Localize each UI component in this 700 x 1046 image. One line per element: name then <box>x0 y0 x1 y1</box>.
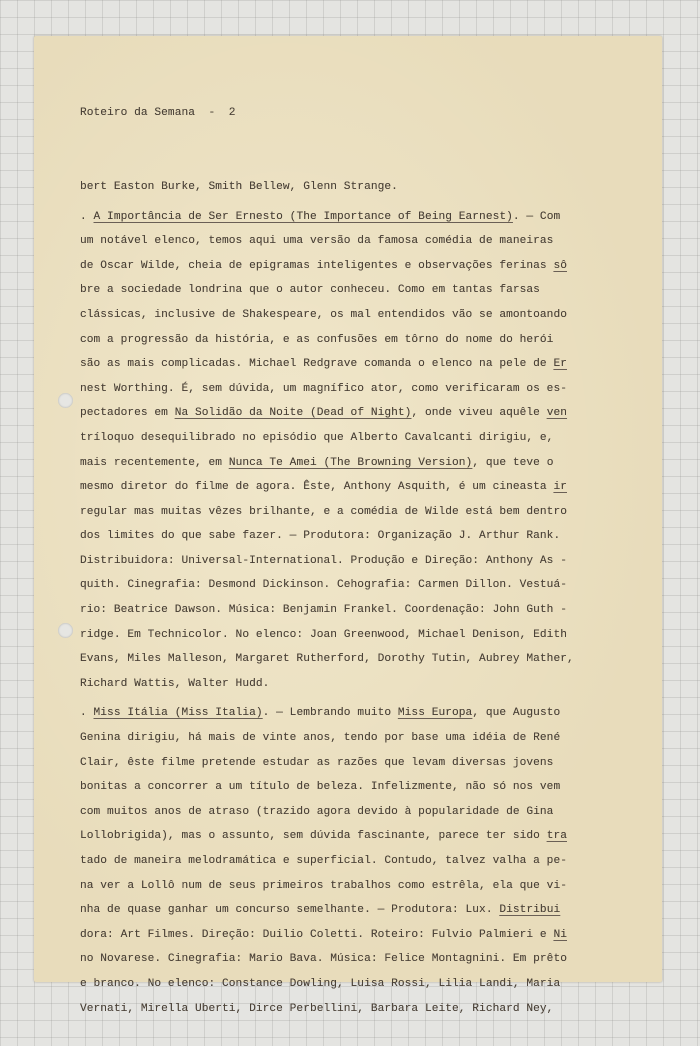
underlined-text: Miss Itália (Miss Italia) <box>93 707 263 720</box>
text-segment: . <box>80 707 94 720</box>
text-line <box>80 623 640 648</box>
text-segment: . <box>80 210 94 223</box>
text-line <box>80 500 640 525</box>
text-segment: Evans, Miles Malleson, Margaret Rutherford, Dorothy Tutin, Aubrey Mather, <box>80 653 574 666</box>
text-segment: na ver a Lollô num de seus primeiros trabalhos como estrêla, ela que vi- <box>80 879 567 892</box>
text-line <box>80 549 640 574</box>
text-segment: Clair, êste filme pretende estudar as razões que levam diversas jovens <box>80 756 554 769</box>
text-line <box>80 175 640 200</box>
text-segment: são as mais complicadas. Michael Redgrave comanda o elenco na pele de <box>80 358 554 371</box>
text-segment: com muitos anos de atraso (trazido agora devido à popularidade de Gina <box>80 805 554 818</box>
punch-hole-top <box>58 393 73 408</box>
text-line <box>80 303 640 328</box>
text-line <box>80 524 640 549</box>
underlined-text: Er <box>553 358 567 371</box>
text-segment: de Oscar Wilde, cheia de epigramas inteligentes e observações ferinas <box>80 259 554 272</box>
text-segment: Lollobrigida), mas o assunto, sem dúvida fascinante, parece ter sido <box>80 830 547 843</box>
text-segment: , onde viveu aquêle <box>411 407 547 420</box>
text-segment: . — Com <box>512 210 561 223</box>
text-line <box>80 278 640 303</box>
text-segment: nha de quase ganhar um concurso semelhante. — Produtora: Lux. <box>80 904 500 917</box>
underlined-text: Ni <box>553 928 567 941</box>
underlined-text: ven <box>546 407 568 420</box>
text-segment: quith. Cinegrafia: Desmond Dickinson. Cehografia: Carmen Dillon. Vestuá- <box>80 579 567 592</box>
text-line <box>80 401 640 426</box>
underlined-text: Nunca Te Amei (The Browning Version) <box>228 456 473 469</box>
underlined-text: A Importância de Ser Ernesto (The Importance of Being Earnest) <box>93 210 513 223</box>
text-line <box>80 328 640 353</box>
text-line <box>80 800 640 825</box>
text-segment: tado de maneira melodramática e superficial. Contudo, talvez valha a pe- <box>80 855 567 867</box>
text-line <box>80 598 640 623</box>
text-segment: clássicas, inclusive de Shakespeare, os mal entendidos vão se amontoando <box>80 308 567 321</box>
text-line <box>80 972 640 997</box>
typewritten-text <box>80 52 640 1046</box>
text-line <box>80 701 640 726</box>
text-line <box>80 254 640 279</box>
text-line <box>80 475 640 500</box>
text-line <box>80 451 640 476</box>
text-segment: tríloquo desequilibrado no episódio que Alberto Cavalcanti dirigiu, e, <box>80 431 554 444</box>
text-segment: e branco. No elenco: Constance Dowling, Luisa Rossi, Lilia Landi, Maria <box>80 977 561 990</box>
text-line <box>80 898 640 923</box>
text-line <box>80 377 640 402</box>
text-segment: bonitas a concorrer a um título de beleza. Infelizmente, não só nos vem <box>80 781 561 794</box>
text-line <box>80 824 640 849</box>
text-segment: mais recentemente, em <box>80 456 229 469</box>
text-line <box>80 874 640 899</box>
text-segment: rio: Beatrice Dawson. Música: Benjamin Frankel. Coordenação: John Guth - <box>80 604 567 617</box>
text-line <box>80 726 640 751</box>
text-segment: Richard Wattis, Walter Hudd. <box>80 677 270 690</box>
text-segment: nest Worthing. É, sem dúvida, um magnífico ator, como verificaram os es- <box>80 382 567 395</box>
text-line <box>80 923 640 948</box>
underlined-text: Distribui <box>499 904 561 917</box>
text-segment: ridge. Em Technicolor. No elenco: Joan Greenwood, Michael Denison, Edith <box>80 628 567 641</box>
text-segment: no Novarese. Cinegrafia: Mario Bava. Música: Felice Montagnini. Em prêto <box>80 953 567 966</box>
text-line <box>80 426 640 451</box>
text-segment: , que Augusto <box>472 707 561 720</box>
text-segment: pectadores em <box>80 407 175 420</box>
text-segment: Vernati, Mirella Uberti, Dirce Perbellini, Barbara Leite, Richard Ney, <box>80 1002 554 1015</box>
text-line <box>80 672 640 697</box>
text-segment: um notável elenco, temos aqui uma versão da famosa comédia de maneiras <box>80 235 554 248</box>
text-segment: bert Easton Burke, Smith Bellew, Glenn Strange. <box>80 180 398 193</box>
page-header: Roteiro da Semana - 2 <box>80 107 236 120</box>
text-line <box>80 573 640 598</box>
text-segment: dora: Art Filmes. Direção: Duilio Coletti. Roteiro: Fulvio Palmieri e <box>80 928 554 941</box>
text-segment: dos limites do que sabe fazer. — Produtora: Organização J. Arthur Rank. <box>80 530 561 543</box>
text-segment: Genina dirigiu, há mais de vinte anos, tendo por base uma idéia de René <box>80 732 561 745</box>
document-body <box>80 175 640 1021</box>
text-line <box>80 352 640 377</box>
underlined-text: tra <box>546 830 567 843</box>
text-segment: com a progressão da história, e as confusões em tôrno do nome do herói <box>80 333 554 346</box>
punch-hole-bottom <box>58 623 73 638</box>
text-segment: , que teve o <box>472 456 554 469</box>
text-line <box>80 775 640 800</box>
text-line <box>80 647 640 672</box>
text-segment: bre a sociedade londrina que o autor conheceu. Como em tantas farsas <box>80 284 540 297</box>
text-segment: regular mas muitas vêzes brilhante, e a comédia de Wilde está bem dentro <box>80 505 567 518</box>
underlined-text: sô <box>553 259 567 272</box>
text-line <box>80 997 640 1022</box>
text-segment: Distribuidora: Universal-International. Produção e Direção: Anthony As - <box>80 554 567 567</box>
text-line <box>80 849 640 874</box>
underlined-text: ir <box>553 481 567 494</box>
text-line <box>80 205 640 230</box>
text-line <box>80 947 640 972</box>
text-line <box>80 229 640 254</box>
text-segment: . — Lembrando muito <box>262 707 398 720</box>
text-line <box>80 751 640 776</box>
underlined-text: Na Solidão da Noite (Dead of Night) <box>174 407 412 420</box>
text-segment: mesmo diretor do filme de agora. Êste, Anthony Asquith, é um cineasta <box>80 481 554 494</box>
underlined-text: Miss Europa <box>397 707 473 720</box>
